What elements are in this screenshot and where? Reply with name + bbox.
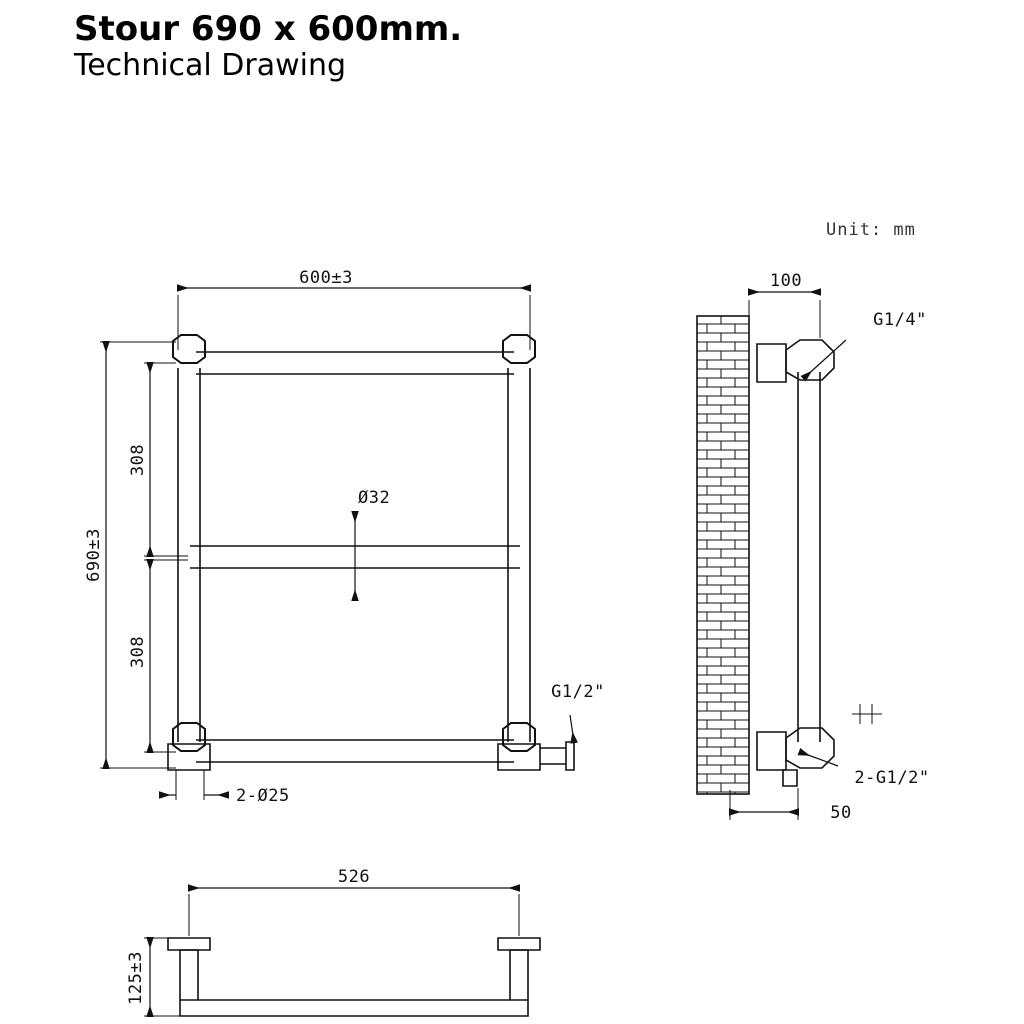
callout-front-connection [551, 682, 605, 742]
page-title: Stour 690 x 600mm. [74, 9, 463, 49]
dim-label-plan-width: 526 [337, 867, 371, 887]
dim-label-side-offset: 50 [830, 803, 852, 823]
callout-label-front-connection: G1/2" [551, 682, 605, 702]
callout-label-side-bottom-connection: 2-G1/2" [854, 768, 930, 788]
dim-label-upper-section: 308 [128, 443, 148, 477]
dim-plan-width [189, 867, 519, 936]
dim-foot-holes [160, 770, 290, 806]
page-subtitle: Technical Drawing [74, 48, 347, 83]
dim-label-front-width: 600±3 [299, 268, 353, 288]
side-elevation-view [697, 271, 930, 823]
corner-joints [173, 335, 535, 751]
plan-view [126, 867, 540, 1016]
unit-note: Unit: mm [826, 220, 916, 240]
dim-front-width [178, 268, 530, 350]
dim-side-depth [749, 271, 820, 338]
dim-upper-section [128, 363, 188, 556]
callout-label-side-top-connection: G1/4" [873, 310, 927, 330]
front-elevation-view [84, 268, 605, 806]
dim-label-lower-section: 308 [128, 635, 148, 669]
dim-label-side-depth: 100 [769, 271, 803, 291]
callout-side-top-connection [804, 310, 927, 378]
dim-front-height [84, 342, 176, 768]
wall-hatch [697, 316, 749, 794]
dim-label-front-height: 690±3 [84, 528, 104, 582]
dim-tube-diameter [355, 488, 390, 600]
dim-label-tube-diameter: Ø32 [358, 488, 391, 508]
dim-lower-section [128, 560, 188, 752]
callout-side-bottom-connection [800, 752, 930, 788]
dim-label-plan-depth: 125±3 [126, 951, 146, 1005]
dim-label-foot-holes: 2-Ø25 [236, 786, 290, 806]
